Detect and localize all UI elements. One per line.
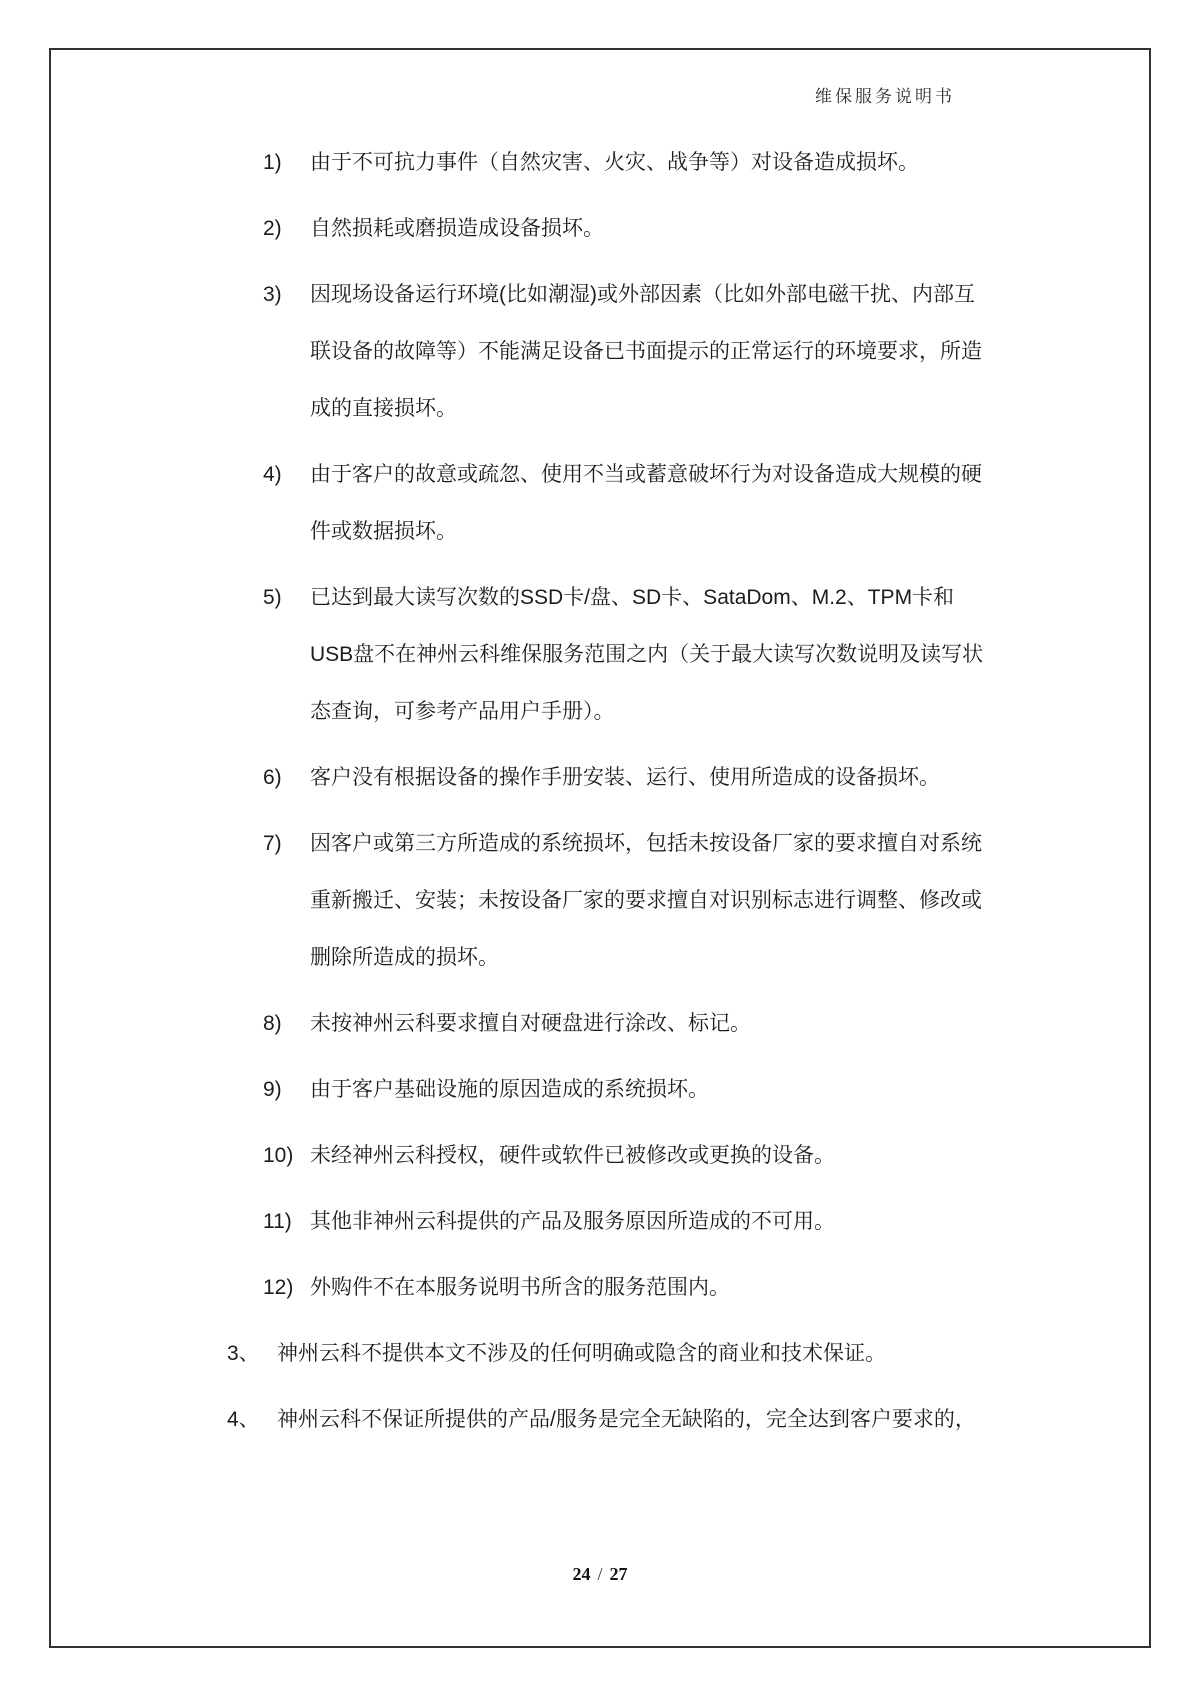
- list-item-line: USB盘不在神州云科维保服务范围之内（关于最大读写次数说明及读写状: [310, 643, 984, 666]
- list-item-line: 自然损耗或磨损造成设备损坏。: [310, 217, 604, 240]
- list-item-line: 由于客户的故意或疏忽、使用不当或蓄意破坏行为对设备造成大规模的硬: [310, 463, 982, 486]
- list-item-line: 件或数据损坏。: [310, 520, 457, 543]
- list-item-number: 2): [263, 217, 282, 240]
- document-header-title: 维保服务说明书: [815, 87, 955, 106]
- list-item: [0, 1325, 1000, 1382]
- list-item-line: 因客户或第三方所造成的系统损坏，包括未按设备厂家的要求擅自对系统: [310, 832, 982, 855]
- list-item: [0, 749, 1000, 806]
- list-item: [0, 1127, 1000, 1184]
- list-item-line: 由于不可抗力事件（自然灾害、火灾、战争等）对设备造成损坏。: [310, 151, 919, 174]
- list-item-line: 重新搬迁、安装；未按设备厂家的要求擅自对识别标志进行调整、修改或: [310, 889, 982, 912]
- list-item: [0, 446, 1000, 560]
- list-item-text: [310, 749, 1000, 806]
- list-item: [0, 815, 1000, 986]
- list-item-line: 其他非神州云科提供的产品及服务原因所造成的不可用。: [310, 1210, 835, 1233]
- list-item-text: [310, 446, 1000, 560]
- list-item-text: [277, 1325, 1000, 1382]
- page-number-separator: /: [597, 1564, 603, 1584]
- list-item: [0, 1391, 1000, 1448]
- list-item-line: 外购件不在本服务说明书所含的服务范围内。: [310, 1276, 730, 1299]
- list-item-number: 6): [263, 766, 282, 789]
- list-item: [0, 200, 1000, 257]
- list-item: [0, 995, 1000, 1052]
- list-item-line: 由于客户基础设施的原因造成的系统损坏。: [310, 1078, 709, 1101]
- list-item-number: 4): [263, 463, 282, 486]
- list-item-number: 12): [263, 1276, 294, 1299]
- exclusion-list: [0, 134, 1000, 1457]
- list-item-text: [310, 1061, 1000, 1118]
- list-item-number: 11): [263, 1210, 292, 1233]
- list-item: [0, 134, 1000, 191]
- list-item-number: 4、: [227, 1408, 260, 1431]
- list-item-text: [310, 995, 1000, 1052]
- list-item-number: 3): [263, 283, 282, 306]
- list-item-text: [310, 266, 1000, 437]
- list-item-text: [310, 815, 1000, 986]
- list-item-text: [310, 1193, 1000, 1250]
- list-item-text: [310, 1127, 1000, 1184]
- list-item-text: [310, 134, 1000, 191]
- list-item: [0, 569, 1000, 740]
- list-item-number: 1): [263, 151, 282, 174]
- page-number-current: 24: [572, 1564, 591, 1584]
- list-item-line: 客户没有根据设备的操作手册安装、运行、使用所造成的设备损坏。: [310, 766, 940, 789]
- page-footer: [0, 1560, 1200, 1588]
- list-item-line: 未按神州云科要求擅自对硬盘进行涂改、标记。: [310, 1012, 751, 1035]
- list-item: [0, 1259, 1000, 1316]
- list-item-line: 态查询，可参考产品用户手册）。: [310, 700, 615, 723]
- list-item-line: 未经神州云科授权，硬件或软件已被修改或更换的设备。: [310, 1144, 835, 1167]
- list-item-text: [310, 200, 1000, 257]
- list-item-number: 7): [263, 832, 282, 855]
- list-item: [0, 1193, 1000, 1250]
- list-item-line: 神州云科不提供本文不涉及的任何明确或隐含的商业和技术保证。: [277, 1342, 886, 1365]
- list-item-text: [310, 1259, 1000, 1316]
- list-item-text: [310, 569, 1000, 740]
- list-item-line: 神州云科不保证所提供的产品/服务是完全无缺陷的，完全达到客户要求的，: [277, 1408, 976, 1431]
- list-item-number: 10): [263, 1144, 294, 1167]
- list-item-line: 联设备的故障等）不能满足设备已书面提示的正常运行的环境要求，所造: [310, 340, 982, 363]
- page-number-total: 27: [609, 1564, 628, 1584]
- list-item-number: 5): [263, 586, 282, 609]
- list-item: [0, 1061, 1000, 1118]
- list-item-line: 已达到最大读写次数的SSD卡/盘、SD卡、SataDom、M.2、TPM卡和: [310, 586, 955, 609]
- list-item-number: 9): [263, 1078, 282, 1101]
- list-item-number: 8): [263, 1012, 282, 1035]
- list-item-line: 删除所造成的损坏。: [310, 946, 499, 969]
- list-item-text: [277, 1391, 1000, 1448]
- list-item-number: 3、: [227, 1342, 260, 1365]
- list-item-line: 因现场设备运行环境(比如潮湿)或外部因素（比如外部电磁干扰、内部互: [310, 283, 975, 306]
- list-item: [0, 266, 1000, 437]
- list-item-line: 成的直接损坏。: [310, 397, 457, 420]
